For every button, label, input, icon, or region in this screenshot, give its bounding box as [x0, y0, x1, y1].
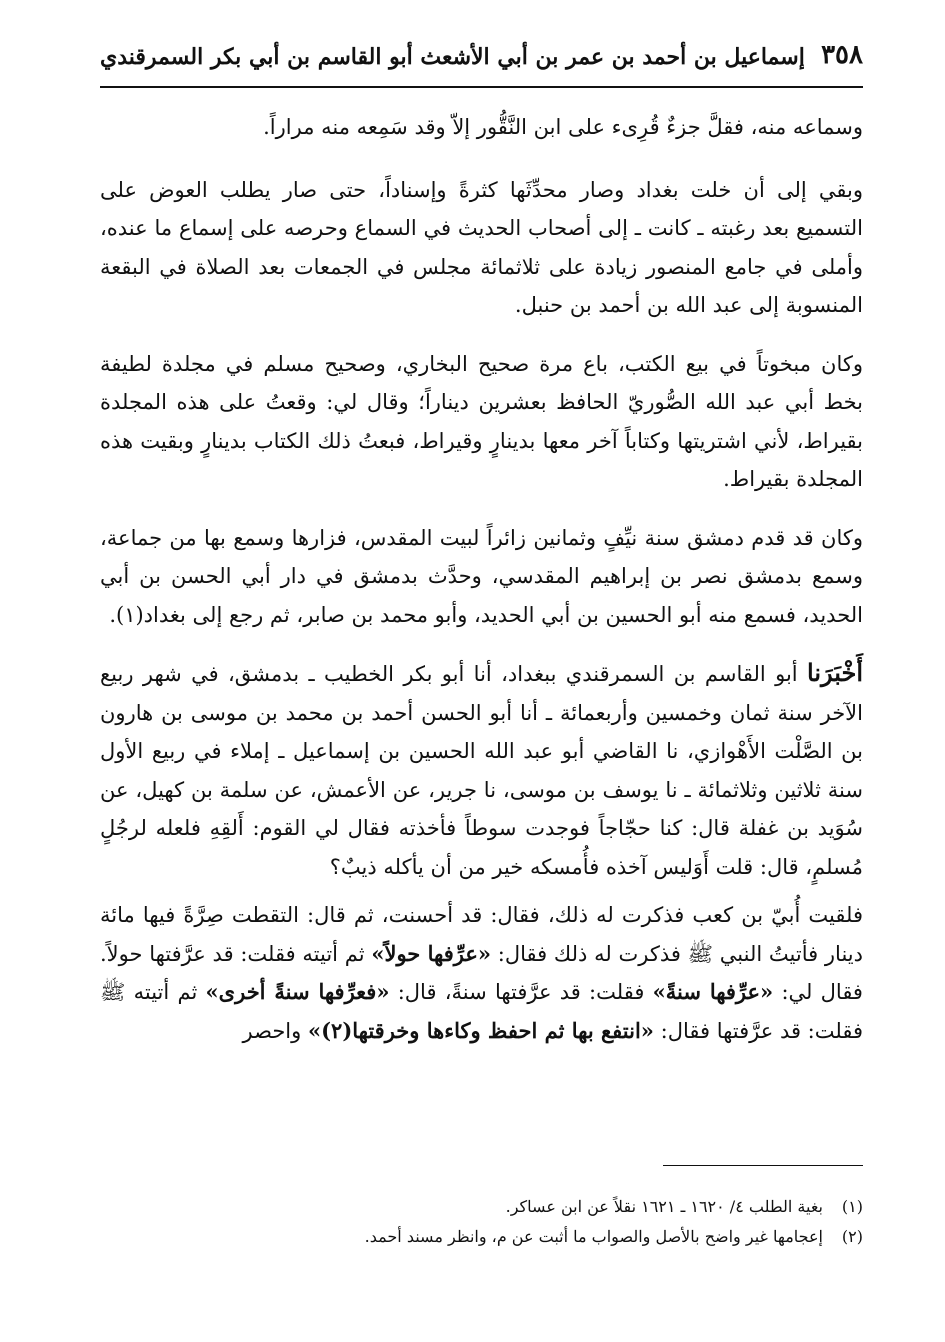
- paragraph-2: وبقي إلى أن خلت بغداد وصار محدِّثَها كثرةً وإسناداً، حتى صار يطلب العوض على التسميع بعد رغبته ـ كانت ـ إلى أصحاب الحديث في السماع وحرصه على إسماع ما عنده، وأملى في جامع المنصور زيادة على ثلاثمائة مجلس في الجمعات بعد الصلاة في البقعة المنسوبة إلى عبد الله بن أحمد بن حنبل.: [100, 177, 863, 317]
- hadith-quote-3: «فعرِّفها سنةً أخرى»: [205, 979, 390, 1004]
- hadith-quote-2: «عرِّفها سنةً»: [652, 979, 774, 1004]
- hadith-segment-4: ثم أتيته ﷺ فقلت: قد عرَّفتها فقال:: [100, 980, 863, 1043]
- footnotes: [100, 1192, 863, 1252]
- hadith-segment-3: فقلت: قد عرَّفتها سنةً، قال:: [397, 980, 645, 1004]
- running-title: إسماعيل بن أحمد بن عمر بن أبي الأشعث أبو القاسم بن أبي بكر السمرقندي: [100, 44, 805, 70]
- hadith-segment-2: ثم أتيته فقلت: قد عرَّفتها حولاً. فقال لي:: [100, 941, 863, 1004]
- paragraph-3: وكان مبخوتاً في بيع الكتب، باع مرة صحيح البخاري، وصحيح مسلم في مجلدة لطيفة بخط أبي عبد الله الصُّوريّ الحافظ بعشرين ديناراً؛ وقال لي: وقعتُ على هذه المجلدة بقيراط، لأني اشتريتها وكتاباً آخر معها بدينارٍ وقيراط، فبعتُ ذلك الكتاب بدينارٍ وبقيت هذه المجلدة بقيراط.: [100, 351, 863, 491]
- hadith-segment-5: واحصر: [242, 1018, 302, 1043]
- footnote-number: (٢): [841, 1227, 863, 1246]
- footnote-2: [100, 1222, 863, 1252]
- page-header: [100, 36, 863, 88]
- footnote-separator: [663, 1165, 863, 1166]
- page-number: ٣٥٨: [821, 40, 863, 70]
- hadith-quote-4: «انتفع بها ثم احفظ وكاءها وخرقتها(٢)»: [307, 1017, 654, 1043]
- footnote-number: (١): [841, 1197, 863, 1216]
- isnad-lead-word: أَخْبَرَنا: [807, 658, 863, 687]
- hadith-segment-1: فلقيت أُبيّ بن كعب فذكرت له ذلك، فقال: قد أحسنت، ثم قال: التقطت صِرَّةً فيها مائة دينار فأتيتُ النبي ﷺ فذكرت له ذلك فقال:: [100, 903, 863, 966]
- paragraph-4: وكان قد قدم دمشق سنة نيِّفٍ وثمانين زائراً لبيت المقدس، فزارها وسمع بها من جماعة، وسمع بدمشق نصر بن إبراهيم المقدسي، وحدَّث بدمشق في دار أبي الحسن بن أبي الحديد، فسمع منه أبو الحسين بن أبي الحديد، وأبو محمد بن صابر، ثم رجع إلى بغداد(١).: [100, 525, 863, 627]
- body-text: [100, 108, 863, 1050]
- footnote-1: [100, 1192, 863, 1222]
- footnote-text: إعجامها غير واضح بالأصل والصواب ما أثبت عن م، وانظر مسند أحمد.: [364, 1227, 823, 1246]
- footnote-text: بغية الطلب ٤/ ١٦٢٠ ـ ١٦٢١ نقلاً عن ابن عساكر.: [505, 1197, 823, 1216]
- isnad-paragraph: [100, 654, 863, 886]
- hadith-paragraph: [100, 896, 863, 1050]
- paragraph-1: وسماعه منه، فقلَّ جزءٌ قُرِىء على ابن النَّقُّور إلاّ وقد سَمِعه منه مراراً.: [263, 115, 863, 139]
- hadith-quote-1: «عرِّفها حولاً»: [371, 940, 492, 966]
- isnad-text: أبو القاسم بن السمرقندي ببغداد، أنا أبو بكر الخطيب ـ بدمشق، في شهر ربيع الآخر سنة ثمان وخمسين وأربعمائة ـ أنا أبو الحسن أحمد بن محمد بن موسى بن هارون بن الصَّلْت الأَهْوازي، نا القاضي أبو عبد الله الحسين بن إسماعيل ـ إملاء في ربيع الأول سنة ثلاثين وثلاثمائة ـ نا يوسف بن موسى، نا جرير، عن الأعمش، عن سلمة بن كهيل، عن سُوَيد بن غفلة قال: كنا حجّاجاً فوجدت سوطاً فأخذته فقال لي القوم: أَلقِهِ فلعله لرجُلٍ مُسلمٍ، قال: قلت أَوَليس آخذه فأُمسكه خير من أن يأكله ذيبٌ؟: [100, 662, 863, 879]
